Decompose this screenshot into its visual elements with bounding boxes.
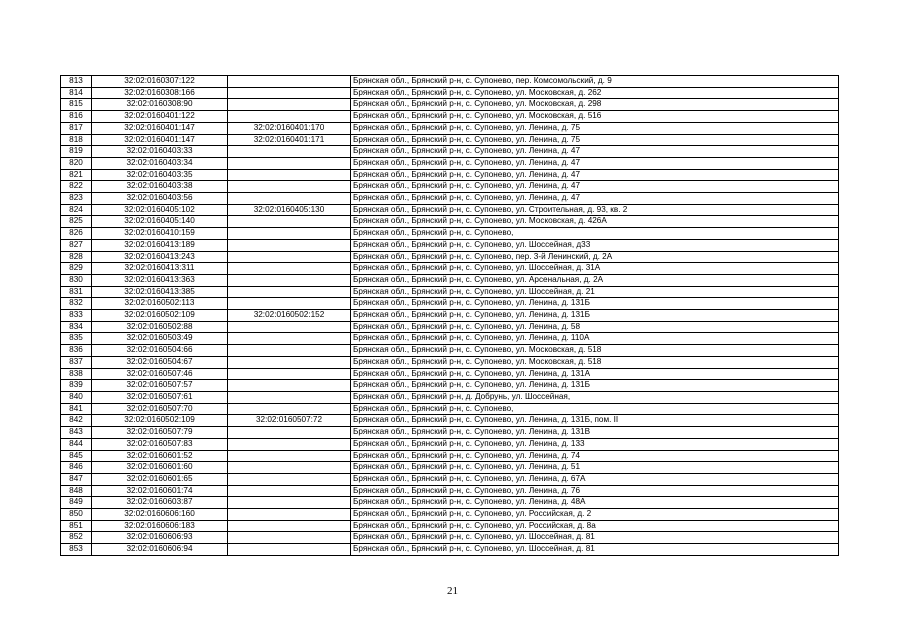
related-cadastral-number-cell <box>228 462 351 474</box>
related-cadastral-number-cell: 32:02:0160507:72 <box>228 415 351 427</box>
table-row <box>61 356 839 368</box>
row-number-cell: 848 <box>61 485 92 497</box>
related-cadastral-number-cell <box>228 427 351 439</box>
address-cell: Брянская обл., Брянский р-н, с. Супонево, ул. Шоссейная, д. 21 <box>351 286 839 298</box>
cadastral-number-cell: 32:02:0160601:60 <box>92 462 228 474</box>
related-cadastral-number-cell <box>228 251 351 263</box>
related-cadastral-number-cell: 32:02:0160502:152 <box>228 310 351 322</box>
table-row <box>61 286 839 298</box>
address-cell: Брянская обл., Брянский р-н, с. Супонево, ул. Российская, д. 2 <box>351 509 839 521</box>
table-row <box>61 298 839 310</box>
table-row <box>61 274 839 286</box>
table-row <box>61 532 839 544</box>
related-cadastral-number-cell <box>228 380 351 392</box>
table-row <box>61 87 839 99</box>
cadastral-number-cell: 32:02:0160507:61 <box>92 391 228 403</box>
address-cell: Брянская обл., Брянский р-н, с. Супонево, ул. Ленина, д. 51 <box>351 462 839 474</box>
cadastral-number-cell: 32:02:0160413:363 <box>92 274 228 286</box>
cadastral-number-cell: 32:02:0160606:183 <box>92 520 228 532</box>
address-cell: Брянская обл., Брянский р-н, с. Супонево, ул. Московская, д. 518 <box>351 345 839 357</box>
related-cadastral-number-cell <box>228 228 351 240</box>
cadastral-number-cell: 32:02:0160606:93 <box>92 532 228 544</box>
related-cadastral-number-cell <box>228 368 351 380</box>
cadastral-number-cell: 32:02:0160405:140 <box>92 216 228 228</box>
table-row <box>61 157 839 169</box>
related-cadastral-number-cell <box>228 298 351 310</box>
table-row <box>61 239 839 251</box>
table-row <box>61 497 839 509</box>
related-cadastral-number-cell <box>228 532 351 544</box>
address-cell: Брянская обл., Брянский р-н, с. Супонево, ул. Российская, д. 8а <box>351 520 839 532</box>
related-cadastral-number-cell <box>228 509 351 521</box>
row-number-cell: 833 <box>61 310 92 322</box>
related-cadastral-number-cell: 32:02:0160405:130 <box>228 204 351 216</box>
address-cell: Брянская обл., Брянский р-н, с. Супонево, ул. Московская, д. 298 <box>351 99 839 111</box>
related-cadastral-number-cell <box>228 520 351 532</box>
table-row <box>61 473 839 485</box>
cadastral-number-cell: 32:02:0160405:102 <box>92 204 228 216</box>
related-cadastral-number-cell <box>228 99 351 111</box>
register-table-body <box>61 76 839 556</box>
cadastral-number-cell: 32:02:0160507:70 <box>92 403 228 415</box>
related-cadastral-number-cell <box>228 216 351 228</box>
address-cell: Брянская обл., Брянский р-н, с. Супонево, ул. Ленина, д. 58 <box>351 321 839 333</box>
cadastral-number-cell: 32:02:0160507:46 <box>92 368 228 380</box>
table-row <box>61 181 839 193</box>
row-number-cell: 826 <box>61 228 92 240</box>
related-cadastral-number-cell <box>228 157 351 169</box>
table-row <box>61 333 839 345</box>
address-cell: Брянская обл., Брянский р-н, с. Супонево, ул. Ленина, д. 74 <box>351 450 839 462</box>
address-cell: Брянская обл., Брянский р-н, с. Супонево, ул. Ленина, д. 131В <box>351 427 839 439</box>
row-number-cell: 852 <box>61 532 92 544</box>
related-cadastral-number-cell <box>228 356 351 368</box>
related-cadastral-number-cell <box>228 403 351 415</box>
address-cell: Брянская обл., Брянский р-н, с. Супонево, ул. Московская, д. 426А <box>351 216 839 228</box>
table-row <box>61 263 839 275</box>
table-row <box>61 251 839 263</box>
cadastral-number-cell: 32:02:0160507:79 <box>92 427 228 439</box>
row-number-cell: 837 <box>61 356 92 368</box>
cadastral-number-cell: 32:02:0160502:88 <box>92 321 228 333</box>
address-cell: Брянская обл., Брянский р-н, с. Супонево, ул. Московская, д. 516 <box>351 111 839 123</box>
row-number-cell: 813 <box>61 76 92 88</box>
related-cadastral-number-cell <box>228 239 351 251</box>
row-number-cell: 846 <box>61 462 92 474</box>
related-cadastral-number-cell <box>228 181 351 193</box>
address-cell: Брянская обл., Брянский р-н, с. Супонево, ул. Ленина, д. 47 <box>351 181 839 193</box>
table-row <box>61 76 839 88</box>
row-number-cell: 851 <box>61 520 92 532</box>
table-row <box>61 310 839 322</box>
address-cell: Брянская обл., Брянский р-н, с. Супонево, ул. Ленина, д. 47 <box>351 193 839 205</box>
row-number-cell: 830 <box>61 274 92 286</box>
row-number-cell: 841 <box>61 403 92 415</box>
row-number-cell: 832 <box>61 298 92 310</box>
table-row <box>61 403 839 415</box>
row-number-cell: 816 <box>61 111 92 123</box>
cadastral-number-cell: 32:02:0160606:94 <box>92 544 228 556</box>
cadastral-number-cell: 32:02:0160502:113 <box>92 298 228 310</box>
related-cadastral-number-cell <box>228 169 351 181</box>
address-cell: Брянская обл., Брянский р-н, с. Супонево, ул. Ленина, д. 47 <box>351 157 839 169</box>
related-cadastral-number-cell <box>228 438 351 450</box>
related-cadastral-number-cell <box>228 286 351 298</box>
related-cadastral-number-cell <box>228 333 351 345</box>
table-row <box>61 134 839 146</box>
row-number-cell: 853 <box>61 544 92 556</box>
cadastral-number-cell: 32:02:0160503:49 <box>92 333 228 345</box>
row-number-cell: 831 <box>61 286 92 298</box>
row-number-cell: 840 <box>61 391 92 403</box>
row-number-cell: 821 <box>61 169 92 181</box>
related-cadastral-number-cell <box>228 321 351 333</box>
table-row <box>61 544 839 556</box>
address-cell: Брянская обл., Брянский р-н, с. Супонево, ул. Шоссейная, д. 81 <box>351 532 839 544</box>
cadastral-number-cell: 32:02:0160403:56 <box>92 193 228 205</box>
cadastral-number-cell: 32:02:0160603:87 <box>92 497 228 509</box>
address-cell: Брянская обл., Брянский р-н, с. Супонево, ул. Ленина, д. 76 <box>351 485 839 497</box>
row-number-cell: 834 <box>61 321 92 333</box>
row-number-cell: 817 <box>61 122 92 134</box>
related-cadastral-number-cell: 32:02:0160401:171 <box>228 134 351 146</box>
row-number-cell: 828 <box>61 251 92 263</box>
row-number-cell: 823 <box>61 193 92 205</box>
table-row <box>61 415 839 427</box>
table-row <box>61 321 839 333</box>
address-cell: Брянская обл., Брянский р-н, с. Супонево, ул. Шоссейная, д. 31А <box>351 263 839 275</box>
address-cell: Брянская обл., Брянский р-н, с. Супонево, ул. Ленина, д. 131Б <box>351 298 839 310</box>
address-cell: Брянская обл., Брянский р-н, с. Супонево, ул. Ленина, д. 75 <box>351 122 839 134</box>
cadastral-number-cell: 32:02:0160410:159 <box>92 228 228 240</box>
row-number-cell: 843 <box>61 427 92 439</box>
row-number-cell: 849 <box>61 497 92 509</box>
cadastral-number-cell: 32:02:0160401:147 <box>92 122 228 134</box>
address-cell: Брянская обл., Брянский р-н, с. Супонево, ул. Шоссейная, д. 81 <box>351 544 839 556</box>
related-cadastral-number-cell <box>228 76 351 88</box>
related-cadastral-number-cell <box>228 146 351 158</box>
cadastral-number-cell: 32:02:0160401:122 <box>92 111 228 123</box>
address-cell: Брянская обл., Брянский р-н, с. Супонево, ул. Строительная, д. 93, кв. 2 <box>351 204 839 216</box>
address-cell: Брянская обл., Брянский р-н, с. Супонево, ул. Ленина, д. 131А <box>351 368 839 380</box>
cadastral-number-cell: 32:02:0160403:34 <box>92 157 228 169</box>
row-number-cell: 814 <box>61 87 92 99</box>
row-number-cell: 847 <box>61 473 92 485</box>
related-cadastral-number-cell <box>228 450 351 462</box>
table-row <box>61 345 839 357</box>
table-row <box>61 122 839 134</box>
related-cadastral-number-cell <box>228 391 351 403</box>
address-cell: Брянская обл., Брянский р-н, с. Супонево, ул. Ленина, д. 110А <box>351 333 839 345</box>
row-number-cell: 820 <box>61 157 92 169</box>
address-cell: Брянская обл., Брянский р-н, с. Супонево, ул. Арсенальная, д. 2А <box>351 274 839 286</box>
address-cell: Брянская обл., Брянский р-н, с. Супонево, пер. Комсомольский, д. 9 <box>351 76 839 88</box>
property-register-table <box>60 75 839 556</box>
cadastral-number-cell: 32:02:0160413:385 <box>92 286 228 298</box>
table-row <box>61 462 839 474</box>
address-cell: Брянская обл., Брянский р-н, с. Супонево, ул. Ленина, д. 131Б <box>351 380 839 392</box>
cadastral-number-cell: 32:02:0160504:66 <box>92 345 228 357</box>
row-number-cell: 827 <box>61 239 92 251</box>
table-row <box>61 111 839 123</box>
table-row <box>61 485 839 497</box>
row-number-cell: 839 <box>61 380 92 392</box>
table-row <box>61 427 839 439</box>
related-cadastral-number-cell <box>228 274 351 286</box>
address-cell: Брянская обл., Брянский р-н, с. Супонево, ул. Ленина, д. 47 <box>351 169 839 181</box>
table-row <box>61 520 839 532</box>
cadastral-number-cell: 32:02:0160308:166 <box>92 87 228 99</box>
row-number-cell: 818 <box>61 134 92 146</box>
address-cell: Брянская обл., Брянский р-н, с. Супонево, ул. Ленина, д. 67А <box>351 473 839 485</box>
related-cadastral-number-cell <box>228 485 351 497</box>
related-cadastral-number-cell <box>228 111 351 123</box>
cadastral-number-cell: 32:02:0160307:122 <box>92 76 228 88</box>
address-cell: Брянская обл., Брянский р-н, с. Супонево, ул. Ленина, д. 75 <box>351 134 839 146</box>
row-number-cell: 819 <box>61 146 92 158</box>
row-number-cell: 825 <box>61 216 92 228</box>
row-number-cell: 842 <box>61 415 92 427</box>
cadastral-number-cell: 32:02:0160601:74 <box>92 485 228 497</box>
cadastral-number-cell: 32:02:0160401:147 <box>92 134 228 146</box>
address-cell: Брянская обл., Брянский р-н, с. Супонево, ул. Ленина, д. 48А <box>351 497 839 509</box>
table-row <box>61 438 839 450</box>
related-cadastral-number-cell <box>228 345 351 357</box>
address-cell: Брянская обл., Брянский р-н, с. Супонево, <box>351 228 839 240</box>
cadastral-number-cell: 32:02:0160403:38 <box>92 181 228 193</box>
table-row <box>61 99 839 111</box>
row-number-cell: 836 <box>61 345 92 357</box>
table-row <box>61 509 839 521</box>
table-row <box>61 228 839 240</box>
related-cadastral-number-cell <box>228 473 351 485</box>
table-row <box>61 391 839 403</box>
cadastral-number-cell: 32:02:0160413:311 <box>92 263 228 275</box>
row-number-cell: 850 <box>61 509 92 521</box>
address-cell: Брянская обл., Брянский р-н, с. Супонево, ул. Ленина, д. 47 <box>351 146 839 158</box>
cadastral-number-cell: 32:02:0160504:67 <box>92 356 228 368</box>
address-cell: Брянская обл., Брянский р-н, с. Супонево, ул. Шоссейная, д33 <box>351 239 839 251</box>
cadastral-number-cell: 32:02:0160403:33 <box>92 146 228 158</box>
address-cell: Брянская обл., Брянский р-н, с. Супонево, ул. Ленина, д. 131Б <box>351 310 839 322</box>
row-number-cell: 829 <box>61 263 92 275</box>
address-cell: Брянская обл., Брянский р-н, с. Супонево, <box>351 403 839 415</box>
cadastral-number-cell: 32:02:0160308:90 <box>92 99 228 111</box>
table-row <box>61 450 839 462</box>
page-number: 21 <box>447 585 458 597</box>
address-cell: Брянская обл., Брянский р-н, с. Супонево, ул. Ленина, д. 133 <box>351 438 839 450</box>
row-number-cell: 845 <box>61 450 92 462</box>
related-cadastral-number-cell <box>228 544 351 556</box>
cadastral-number-cell: 32:02:0160606:160 <box>92 509 228 521</box>
cadastral-number-cell: 32:02:0160403:35 <box>92 169 228 181</box>
related-cadastral-number-cell <box>228 263 351 275</box>
address-cell: Брянская обл., Брянский р-н, с. Супонево, ул. Московская, д. 518 <box>351 356 839 368</box>
table-row <box>61 216 839 228</box>
cadastral-number-cell: 32:02:0160502:109 <box>92 310 228 322</box>
table-row <box>61 146 839 158</box>
address-cell: Брянская обл., Брянский р-н, д. Добрунь, ул. Шоссейная, <box>351 391 839 403</box>
row-number-cell: 844 <box>61 438 92 450</box>
row-number-cell: 824 <box>61 204 92 216</box>
address-cell: Брянская обл., Брянский р-н, с. Супонево, ул. Московская, д. 262 <box>351 87 839 99</box>
address-cell: Брянская обл., Брянский р-н, с. Супонево, ул. Ленина, д. 131Б, пом. II <box>351 415 839 427</box>
cadastral-number-cell: 32:02:0160413:243 <box>92 251 228 263</box>
row-number-cell: 815 <box>61 99 92 111</box>
cadastral-number-cell: 32:02:0160502:109 <box>92 415 228 427</box>
row-number-cell: 838 <box>61 368 92 380</box>
row-number-cell: 835 <box>61 333 92 345</box>
table-row <box>61 204 839 216</box>
table-row <box>61 193 839 205</box>
cadastral-number-cell: 32:02:0160507:57 <box>92 380 228 392</box>
related-cadastral-number-cell <box>228 193 351 205</box>
related-cadastral-number-cell <box>228 87 351 99</box>
cadastral-number-cell: 32:02:0160601:52 <box>92 450 228 462</box>
cadastral-number-cell: 32:02:0160413:189 <box>92 239 228 251</box>
cadastral-number-cell: 32:02:0160601:65 <box>92 473 228 485</box>
table-row <box>61 380 839 392</box>
address-cell: Брянская обл., Брянский р-н, с. Супонево, пер. 3-й Ленинский, д. 2А <box>351 251 839 263</box>
related-cadastral-number-cell: 32:02:0160401:170 <box>228 122 351 134</box>
table-row <box>61 169 839 181</box>
table-row <box>61 368 839 380</box>
cadastral-number-cell: 32:02:0160507:83 <box>92 438 228 450</box>
related-cadastral-number-cell <box>228 497 351 509</box>
row-number-cell: 822 <box>61 181 92 193</box>
